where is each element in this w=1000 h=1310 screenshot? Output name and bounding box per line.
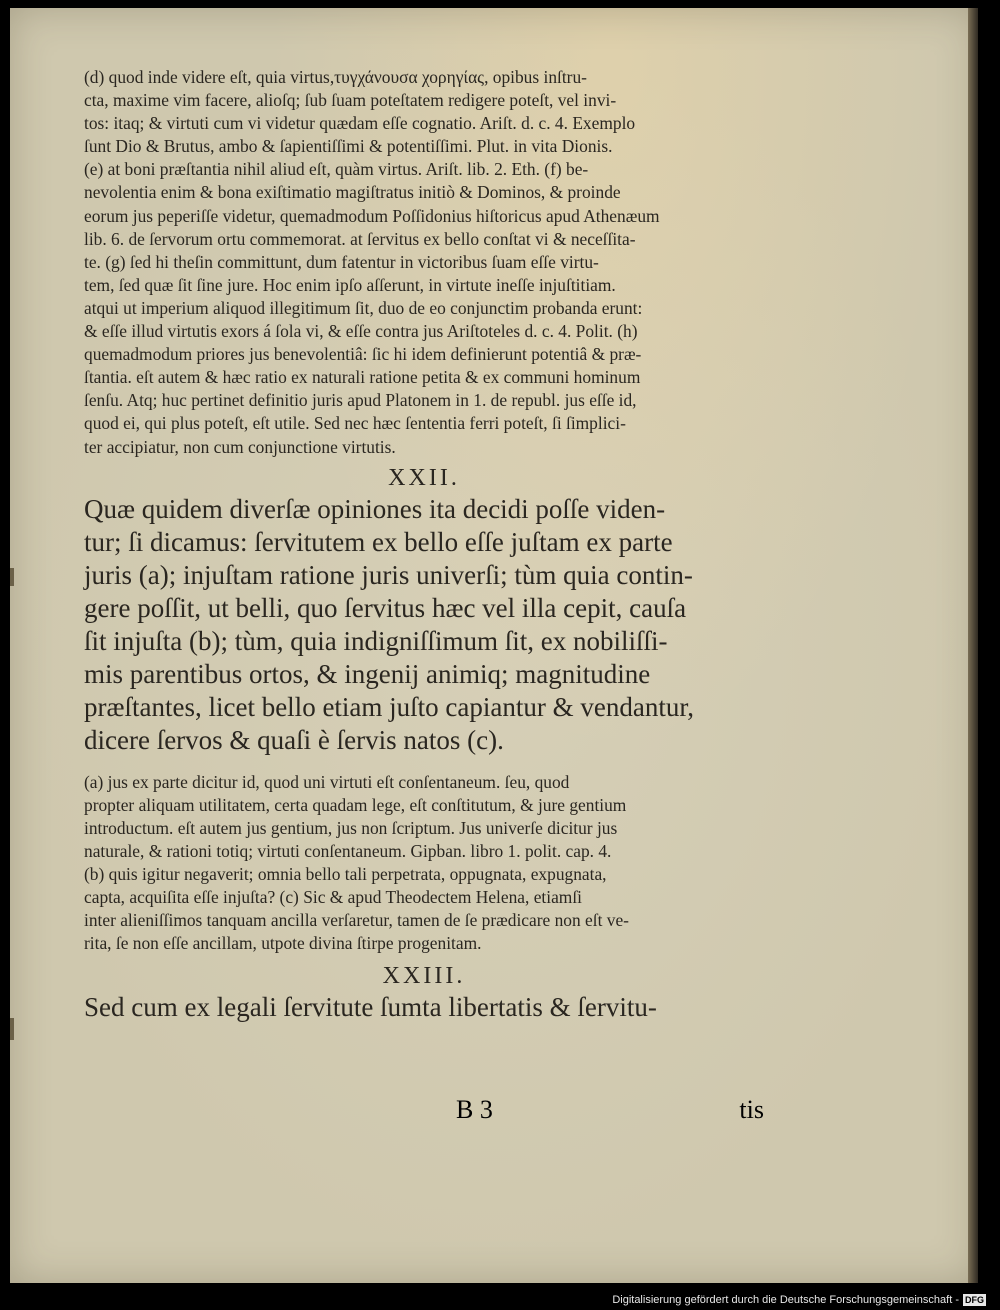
main-paragraph-2 bbox=[84, 991, 764, 1024]
footnote-line: atqui ut imperium aliquod illegitimum ſit, duo de eo conjunctim probanda erunt: bbox=[84, 297, 643, 318]
catchword: tis bbox=[739, 1095, 764, 1124]
footnote-line: naturale, & rationi totiq; virtuti conſentaneum. Gipban. libro 1. polit. cap. 4. bbox=[84, 840, 612, 861]
footnote-line: quod ei, qui plus poteſt, eſt utile. Sed nec hæc ſententia ferri poteſt, ſi ſimplici- bbox=[84, 413, 626, 434]
body-text-line: tur; ſi dicamus: ſervitutem ex bello eſſe juſtam ex parte bbox=[84, 526, 673, 557]
digitization-credit bbox=[612, 1294, 986, 1306]
signature-mark: B 3 bbox=[456, 1095, 493, 1124]
footnote-line: ſunt Dio & Brutus, ambo & ſapientiſſimi & potentiſſimi. Plut. in vita Dionis. bbox=[84, 136, 613, 157]
main-paragraph-1 bbox=[84, 493, 764, 757]
footnote-line: tos: itaq; & virtuti cum vi videtur quædam eſſe cognatio. Ariſt. d. c. 4. Exemplo bbox=[84, 113, 636, 134]
body-text-line: gere poſſit, ut belli, quo ſervitus hæc vel illa cepit, cauſa bbox=[84, 592, 687, 623]
page-text bbox=[84, 66, 764, 1024]
footnote-line: inter alieniſſimos tanquam ancilla verſaretur, tamen de ſe prædicare non eſt ve- bbox=[84, 910, 629, 931]
footnote-line: & eſſe illud virtutis exors á ſola vi, & eſſe contra jus Ariſtoteles d. c. 4. Polit. (h) bbox=[84, 321, 638, 342]
footnote-line: (b) quis igitur negaverit; omnia bello tali perpetrata, oppugnata, expugnata, bbox=[84, 863, 607, 884]
body-text-line: Quæ quidem diverſæ opiniones ita decidi poſſe viden- bbox=[84, 493, 666, 524]
page-gutter bbox=[968, 8, 978, 1283]
footnote-line: quemadmodum priores jus benevolentiâ: ſic hi idem definierunt potentiâ & præ- bbox=[84, 344, 642, 365]
footnote-line: cta, maxime vim facere, alioſq; ſub ſuam poteſtatem redigere poteſt, vel invi- bbox=[84, 90, 617, 111]
footnote-line: ſtantia. eſt autem & hæc ratio ex naturali ratione petita & ex communi hominum bbox=[84, 367, 641, 388]
footnote-line: eorum jus peperiſſe videtur, quemadmodum Poſſidonius hiſtoricus apud Athenæum bbox=[84, 205, 660, 226]
section-heading-xxiii: XXIII. bbox=[382, 963, 466, 990]
margin-mark bbox=[10, 568, 14, 586]
footnote-line: nevolentia enim & bona exiſtimatio magiſtratus initiò & Dominos, & proinde bbox=[84, 182, 621, 203]
section-heading-xxii: XXII. bbox=[388, 464, 460, 491]
body-text-line: juris (a); injuſtam ratione juris univerſi; tùm quia contin- bbox=[84, 559, 693, 590]
credit-text: Digitalisierung gefördert durch die Deutsche Forschungsgemeinschaft - bbox=[612, 1294, 959, 1306]
margin-mark bbox=[10, 1018, 14, 1040]
footnote-line: introductum. eſt autem jus gentium, jus non ſcriptum. Jus univerſe dicitur jus bbox=[84, 817, 618, 838]
footnote-line: (a) jus ex parte dicitur id, quod uni virtuti eſt conſentaneum. ſeu, quod bbox=[84, 771, 570, 792]
footnote-line: ſenſu. Atq; huc pertinet definitio juris apud Platonem in 1. de republ. jus eſſe id, bbox=[84, 390, 637, 411]
footnote-line: lib. 6. de ſervorum ortu commemorat. at ſervitus ex bello conſtat vi & neceſſita- bbox=[84, 228, 636, 249]
body-text-line: ſit injuſta (b); tùm, quia indigniſſimum ſit, ex nobiliſſi- bbox=[84, 625, 668, 656]
footnote-line: rita, ſe non eſſe ancillam, utpote divina ſtirpe progenitam. bbox=[84, 933, 482, 954]
footnote-line: ter accipiatur, non cum conjunctione virtutis. bbox=[84, 436, 396, 457]
footnote-line: tem, ſed quæ ſit ſine jure. Hoc enim ipſo aſſerunt, in virtute ineſſe injuſtitiam. bbox=[84, 274, 616, 295]
footnote-line: (e) at boni præſtantia nihil aliud eſt, quàm virtus. Ariſt. lib. 2. Eth. (f) be- bbox=[84, 159, 589, 180]
footnote-line: te. (g) ſed hi theſin committunt, dum fatentur in victoribus ſuam eſſe virtu- bbox=[84, 251, 599, 272]
footnote-line: (d) quod inde videre eſt, quia virtus,τυγχάνουσα χορηγίας, opibus inſtru- bbox=[84, 67, 587, 87]
body-text-line: præſtantes, licet bello etiam juſto capiantur & vendantur, bbox=[84, 691, 694, 722]
footnotes-middle bbox=[84, 771, 764, 956]
dfg-logo: DFG bbox=[965, 1295, 984, 1305]
body-text-line: Sed cum ex legali ſervitute ſumta libertatis & ſervitu- bbox=[84, 992, 657, 1023]
footnotes-top bbox=[84, 66, 764, 459]
body-text-line: mis parentibus ortos, & ingenij animiq; magnitudine bbox=[84, 658, 651, 689]
body-text-line: dicere ſervos & quaſi è ſervis natos (c). bbox=[84, 724, 504, 755]
footnote-line: propter aliquam utilitatem, certa quadam lege, eſt conſtitutum, & jure gentium bbox=[84, 794, 627, 815]
footnote-line: capta, acquiſita eſſe injuſta? (c) Sic & apud Theodectem Helena, etiamſi bbox=[84, 887, 583, 908]
